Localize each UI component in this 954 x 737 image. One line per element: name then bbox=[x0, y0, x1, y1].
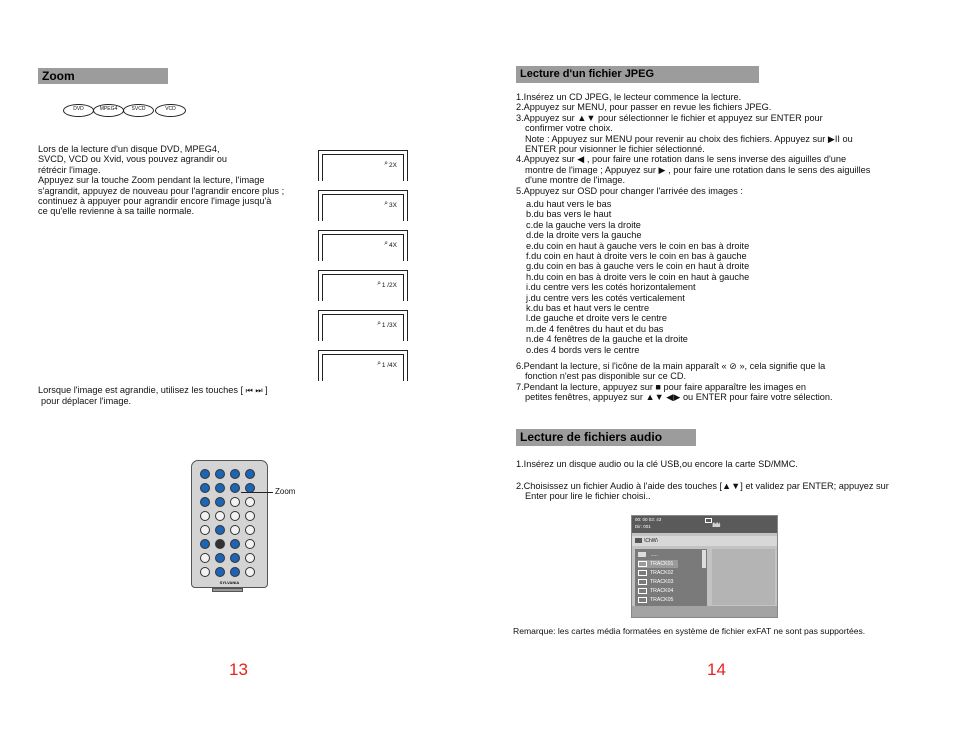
jpeg-step-line: d'une montre de l'image. bbox=[525, 175, 626, 186]
jpeg-step-line: 3.Appuyez sur ▲▼ pour sélectionner le fichier et appuyez sur ENTER pour bbox=[516, 112, 823, 123]
jpeg-step-line: Note : Appuyez sur MENU pour revenir au choix des fichiers. Appuyez sur ▶II ou bbox=[525, 133, 853, 144]
screen-file-list bbox=[635, 549, 707, 609]
audio-browser-screenshot bbox=[631, 515, 778, 618]
zoom-desc-line: s'agrandit, appuyez de nouveau pour l'agrandir encore plus ; bbox=[38, 185, 285, 196]
osd-option: m.de 4 fenêtres du haut et du bas bbox=[526, 323, 664, 334]
audio-file-icon bbox=[638, 570, 647, 576]
screen-scrollbar bbox=[702, 550, 706, 568]
audio-step-2 bbox=[516, 481, 889, 502]
zoom-callout-label: Zoom bbox=[275, 487, 296, 496]
screen-path-text: \ChW\ bbox=[644, 538, 658, 544]
remark-text: Remarque: les cartes média formatées en système de fichier exFAT ne sont pas supportées. bbox=[513, 626, 866, 636]
osd-options-list bbox=[516, 199, 749, 355]
zoom-level-label: 3X bbox=[389, 202, 397, 209]
remote-title-key bbox=[200, 511, 210, 521]
screen-path-bar bbox=[632, 536, 777, 546]
zoom-desc-line: ce qu'elle revienne à sa taille normale. bbox=[38, 206, 194, 217]
remote-mode-key bbox=[245, 497, 255, 507]
exfat-remark bbox=[513, 626, 865, 636]
screen-media-icon bbox=[705, 518, 712, 523]
remote-zoom-key bbox=[230, 497, 240, 507]
zoom-level-label: 1 /3X bbox=[381, 322, 397, 329]
track-name: TRACK05 bbox=[650, 597, 674, 603]
magnifier-icon: ⌕ bbox=[377, 320, 381, 327]
osd-option: e.du coin en haut à gauche vers le coin en bas à droite bbox=[526, 240, 750, 251]
track-name: TRACK02 bbox=[650, 570, 674, 576]
zoom-box-quarter bbox=[318, 350, 408, 381]
disc-logo-dvd: DVD bbox=[63, 104, 94, 117]
audio-file-icon bbox=[638, 597, 647, 603]
folder-icon bbox=[638, 552, 646, 557]
screen-time: 00: 00 03: 43 bbox=[635, 517, 662, 522]
screen-preview-pane bbox=[712, 549, 775, 605]
file-list-parent bbox=[638, 551, 658, 559]
track-name: TRACK04 bbox=[650, 588, 674, 594]
skip-forward-icon: ⏭ bbox=[255, 386, 263, 395]
move-image-instructions bbox=[38, 385, 268, 407]
zoom-level-label: 1 /2X bbox=[381, 282, 397, 289]
file-list-item bbox=[638, 560, 678, 568]
osd-option: h.du coin en bas à droite vers le coin en haut à gauche bbox=[526, 271, 750, 282]
file-list-item bbox=[638, 578, 673, 586]
osd-option: l.de gauche et droite vers le centre bbox=[526, 313, 667, 324]
remote-next-key bbox=[230, 567, 240, 577]
track-name: TRACK01 bbox=[650, 561, 674, 567]
remote-ab-key bbox=[230, 525, 240, 535]
parent-dir-label: ..... bbox=[650, 552, 658, 558]
jpeg-step-line: fonction n'est pas disponible sur ce CD. bbox=[525, 371, 687, 382]
remote-skip-key bbox=[230, 553, 240, 563]
remote-menu-key bbox=[245, 511, 255, 521]
zoom-desc-line: Appuyez sur la touche Zoom pendant la lecture, l'image bbox=[38, 175, 265, 186]
osd-option: f.du coin en haut à droite vers le coin en bas à gauche bbox=[526, 251, 747, 262]
remote-up-key bbox=[215, 525, 225, 535]
osd-option: g.du coin en bas à gauche vers le coin en haut à droite bbox=[526, 261, 750, 272]
zoom-level-label: 1 /4X bbox=[381, 362, 397, 369]
jpeg-step-line: confirmer votre choix. bbox=[525, 123, 613, 134]
remote-setup2-key bbox=[245, 539, 255, 549]
zoom-description bbox=[38, 144, 284, 217]
remote-subtitle-key bbox=[230, 511, 240, 521]
folder-icon bbox=[635, 538, 642, 543]
remote-key-3 bbox=[230, 469, 240, 479]
zoom-box-half bbox=[318, 270, 408, 301]
jpeg-step-line: 7.Pendant la lecture, appuyez sur ■ pour faire apparaître les images en bbox=[516, 381, 807, 392]
osd-option: j.du centre vers les cotés verticalement bbox=[526, 292, 685, 303]
move-line-1 bbox=[38, 385, 268, 396]
disc-logo-mpeg4: MPEG4 bbox=[93, 104, 124, 117]
move-line-1-end: ] bbox=[265, 385, 268, 395]
remote-key-5 bbox=[200, 483, 210, 493]
jpeg-step-line: ENTER pour visionner le fichier sélectionné. bbox=[525, 144, 705, 155]
osd-option: d.de la droite vers la gauche bbox=[526, 230, 642, 241]
osd-option: a.du haut vers le bas bbox=[526, 199, 612, 209]
jpeg-step-line: petites fenêtres, appuyez sur ▲▼ ◀▶ ou ENTER pour faire votre sélection. bbox=[525, 392, 833, 403]
zoom-box-3x bbox=[318, 190, 408, 221]
file-list-item bbox=[638, 569, 673, 577]
remote-prev-key bbox=[215, 567, 225, 577]
jpeg-step-line: 2.Appuyez sur MENU, pour passer en revue les fichiers JPEG. bbox=[516, 102, 772, 113]
zoom-box-third bbox=[318, 310, 408, 341]
screen-bottom-bar bbox=[632, 606, 777, 617]
osd-option: i.du centre vers les cotés horizontalement bbox=[526, 282, 696, 293]
osd-option: c.de la gauche vers la droite bbox=[526, 219, 641, 230]
jpeg-step-line: 1.Insérez un CD JPEG, le lecteur commence la lecture. bbox=[516, 92, 742, 102]
jpeg-step-line: 4.Appuyez sur ◀ , pour faire une rotation dans le sens inverse des aiguilles d'une bbox=[516, 154, 847, 165]
remote-audio-key bbox=[215, 511, 225, 521]
track-name: TRACK03 bbox=[650, 579, 674, 585]
remote-key-4 bbox=[245, 469, 255, 479]
zoom-desc-line: continuez à appuyer pour agrandir encore l'image jusqu'à bbox=[38, 196, 272, 207]
magnifier-icon: ⌕ bbox=[377, 360, 381, 367]
screen-status-bar bbox=[632, 516, 777, 533]
audio-file-icon bbox=[638, 579, 647, 585]
remote-angle-key bbox=[245, 525, 255, 535]
osd-option: n.de 4 fenêtres de la gauche et la droite bbox=[526, 334, 688, 345]
remote-down-key bbox=[215, 553, 225, 563]
remote-brand-label: SYLVANIA bbox=[219, 580, 240, 585]
remote-enter-key bbox=[215, 539, 225, 549]
page-number-right: 14 bbox=[707, 660, 726, 679]
zoom-level-label: 2X bbox=[389, 162, 397, 169]
jpeg-section-header: Lecture d'un fichier JPEG bbox=[516, 66, 759, 83]
jpeg-steps bbox=[516, 92, 870, 196]
zoom-desc-line: Lors de la lecture d'un disque DVD, MPEG4, bbox=[38, 144, 220, 154]
move-line-2: pour déplacer l'image. bbox=[41, 396, 132, 407]
magnifier-icon: ⌕ bbox=[384, 240, 388, 247]
remote-key-1 bbox=[200, 469, 210, 479]
zoom-box-4x bbox=[318, 230, 408, 261]
screen-dir: Dir: 001 bbox=[635, 524, 651, 529]
file-list-item bbox=[638, 587, 673, 595]
audio-step-2-line: Enter pour lire le fichier choisi.. bbox=[525, 491, 651, 502]
remote-right-key bbox=[230, 539, 240, 549]
audio-step-2-line: 2.Choisissez un fichier Audio à l'aide des touches [▲▼] et validez par ENTER; appuyez sur bbox=[516, 481, 889, 491]
audio-file-icon bbox=[638, 561, 647, 567]
zoom-desc-line: SVCD, VCD ou Xvid, vous pouvez agrandir ou bbox=[38, 154, 227, 165]
remote-setup-key bbox=[200, 525, 210, 535]
move-line-1-text: Lorsque l'image est agrandie, utilisez les touches [ bbox=[38, 385, 244, 395]
remote-play-key bbox=[200, 567, 210, 577]
remote-return-key bbox=[245, 553, 255, 563]
skip-back-icon: ⏮ bbox=[245, 386, 253, 395]
audio-step-1 bbox=[516, 459, 798, 469]
file-list-item bbox=[638, 596, 673, 604]
disc-logo-vcd: VCD bbox=[155, 104, 186, 117]
remote-osd-key bbox=[245, 567, 255, 577]
jpeg-step-line: montre de l'image ; Appuyez sur ▶ , pour faire une rotation dans le sens des aiguilles bbox=[525, 164, 871, 175]
zoom-section-header: Zoom bbox=[38, 68, 168, 84]
magnifier-icon: ⌕ bbox=[384, 160, 388, 167]
audio-section-header: Lecture de fichiers audio bbox=[516, 429, 696, 446]
jpeg-steps-continued bbox=[516, 361, 833, 403]
remote-left-key bbox=[200, 539, 210, 549]
remote-key-7 bbox=[230, 483, 240, 493]
magnifier-icon: ⌕ bbox=[377, 280, 381, 287]
remote-key-2 bbox=[215, 469, 225, 479]
magnifier-icon: ⌕ bbox=[384, 200, 388, 207]
jpeg-step-line: 6.Pendant la lecture, si l'icône de la main apparaît « ⊘ », cela signifie que la bbox=[516, 361, 826, 371]
zoom-box-2x bbox=[318, 150, 408, 181]
osd-option: b.du bas vers le haut bbox=[526, 209, 612, 220]
screen-spectrum-bars: ıllılıılıllıılı bbox=[712, 523, 720, 529]
page-number-left: 13 bbox=[229, 660, 248, 679]
remote-control-illustration bbox=[191, 460, 268, 588]
osd-option: k.du bas et haut vers le centre bbox=[526, 303, 650, 314]
remote-key-9 bbox=[200, 497, 210, 507]
remote-key-6 bbox=[215, 483, 225, 493]
remote-stop-key bbox=[200, 553, 210, 563]
zoom-desc-line: rétrécir l'image. bbox=[38, 164, 101, 175]
audio-step-1-text: 1.Insérez un disque audio ou la clé USB,ou encore la carte SD/MMC. bbox=[516, 459, 798, 469]
zoom-callout-line bbox=[241, 492, 273, 493]
jpeg-step-line: 5.Appuyez sur OSD pour changer l'arrivée des images : bbox=[516, 185, 743, 196]
osd-option: o.des 4 bords vers le centre bbox=[526, 344, 640, 355]
remote-bottom-cap bbox=[212, 588, 243, 592]
audio-file-icon bbox=[638, 588, 647, 594]
remote-key-0 bbox=[215, 497, 225, 507]
disc-logo-svcd: SVCD bbox=[123, 104, 154, 117]
zoom-level-label: 4X bbox=[389, 242, 397, 249]
